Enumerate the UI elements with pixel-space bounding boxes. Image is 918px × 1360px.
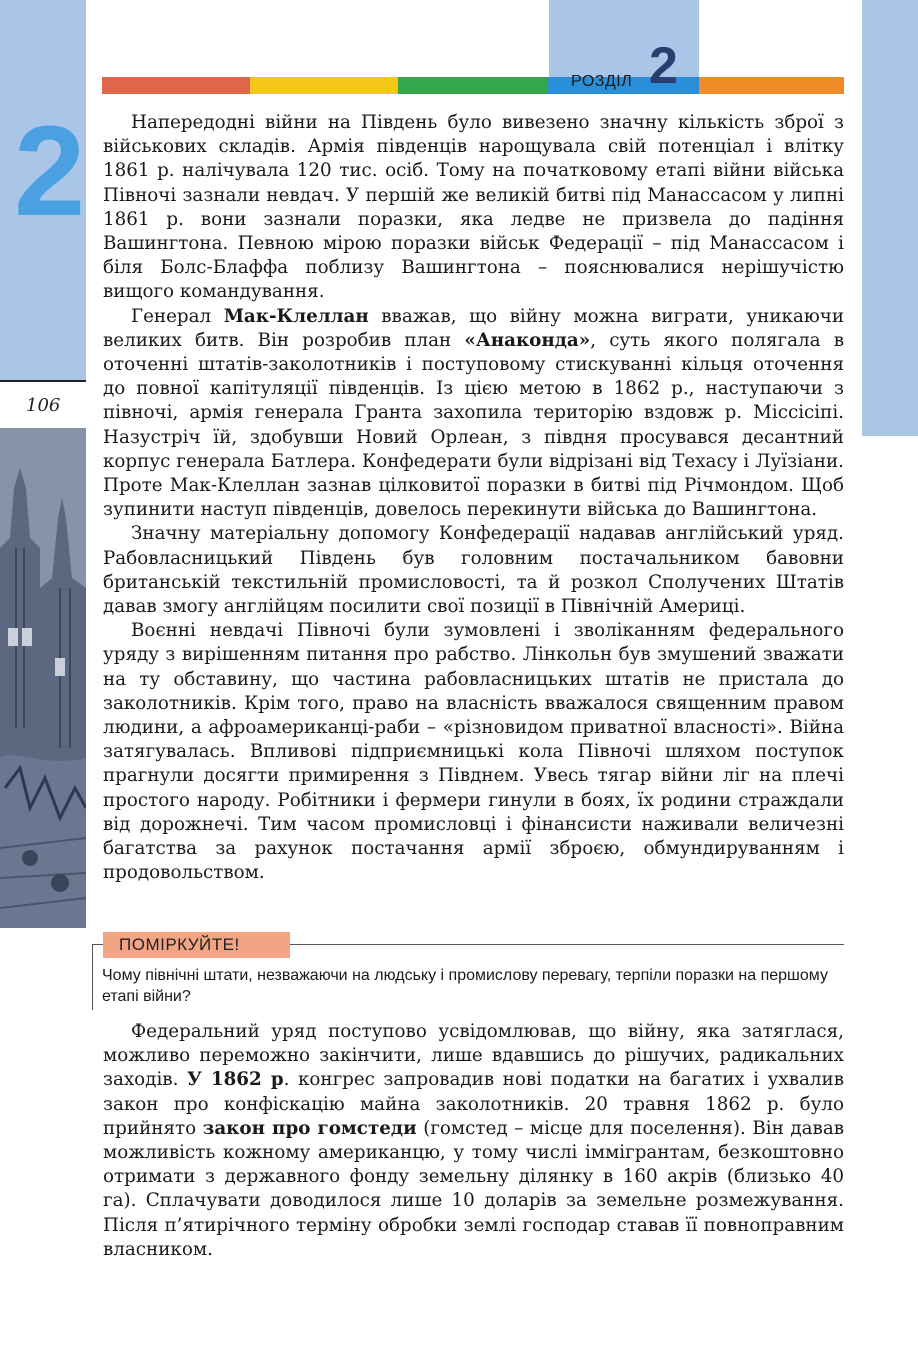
paragraph [103,1020,844,1262]
text-run: Напередодні війни на Південь було вивезено значну кількість зброї з військових складів. Армія південців нарощувала свій потенціал і влітку 1861 р. налічувала 120 тис. осіб. Тому на початковому етапі війни війська Півночі зазнали невдач. У першій же великій битві під Манассасом у липні 1861 р. вони зазнали поразки, яка ледве не призвела до падіння Вашингтона. Певною мірою поразки військ Федерації – під Манассасом і біля Болс-Блаффа поблизу Вашингтона – пояснювалися нерішучістю вищого командування. [103,112,844,303]
text-run: вважав, що війну можна виграти, уникаючи великих битв. Він розробив план [103,305,845,351]
page-number: 106 [26,395,61,416]
paragraph [103,619,844,885]
think-heading: ПОМІРКУЙТЕ! [103,932,290,958]
text-run: , суть якого полягала в оточенні штатів-заколотників і поступовому стискуванні кільця оточення до повної капітуляції південців. Із цією метою в 1862 р., наступаючи з півночі, армія генерала Гранта захопила територію вздовж р. Міссісіпі. Назустріч їй, здобувши Новий Орлеан, з півдня просувався десантний корпус генерала Батлера. Конфедерати були відрізані від Техасу і Луїзіани. Проте Мак-Клеллан зазнав цілковитої поразки в битві під Річмондом. Щоб зупинити наступ південців, довелось перекинути війська до Вашингтона. [103,329,844,521]
text-run: Значну матеріальну допомогу Конфедерації надавав англійський уряд. Рабовласницький Південь був головним постачальником бавовни британській текстильній промисловості, та й розкол Сполучених Штатів давав змогу англійцям посилити свої позиції в Північній Америці. [103,523,844,618]
bold-term: «Анаконда» [464,329,591,351]
bold-term: Мак-Клеллан [223,305,369,327]
text-run: Генерал [131,305,224,327]
bar-segment-red [102,77,250,94]
section-number: 2 [649,37,678,95]
text-run: Воєнні невдачі Півночі були зумовлені і зволіканням федерального уряду з вирішенням питання про рабство. Лінкольн був змушений зважати на ту обставину, що частина рабовласницьких штатів не пристала до заколотників. Крім того, право на власність вважалося священним правом людини, а афроамериканці-раби – «різновидом приватної власності». Війна затягувалась. Впливові підприємницькі кола Півночі шляхом поступок прагнули досягти примирення з Півднем. Увесь тягар війни ліг на плечі простого народу. Робітники і фермери гинули в боях, їх родини страждали від дорожнечі. Тим часом промисловці і фінансисти наживали величезні багатства за рахунок постачання армії зброєю, обмундируванням і продовольством. [103,620,844,884]
paragraph [103,522,844,619]
body-text-bottom [103,1020,844,1262]
think-box-side-rule [92,944,93,1010]
paragraph [103,111,844,305]
paragraph [103,305,844,523]
body-text-top [103,111,844,886]
header-color-bar [102,77,844,94]
engraving-illustration [0,428,86,928]
text-run: (гомстед – місце для поселення). Він давав можливість кожному американцю, у тому числі іммігрантам, безкоштовно отримати з державного фонду земельну ділянку в 160 акрів (близько 40 га). Сплачувати доводилося лише 10 доларів за земельне розмежування. Після п’ятирічного терміну обробки землі господар ставав її повноправним власником. [103,1117,845,1260]
bar-segment-orange [699,77,844,94]
bar-segment-yellow [250,77,398,94]
chapter-number: 2 [14,100,86,243]
right-margin-band [862,0,918,436]
section-label: РОЗДІЛ [571,73,633,90]
bold-term: У 1862 р [186,1069,284,1091]
bar-segment-green [398,77,547,94]
think-question: Чому північні штати, незважаючи на людську і промислову перевагу, терпіли поразки на першому етапі війни? [102,967,828,1005]
think-box [92,930,844,1010]
text-run: . конгрес запровадив нові податки на багатих і ухвалив закон про конфіскацію майна заколотників. 20 травня 1862 р. було прийнято [103,1069,844,1139]
text-run: Федеральний уряд поступово усвідомлював, що війну, яка затяглася, можливо переможно закінчити, лише вдавшись до рішучих, радикальних заходів. [103,1021,844,1091]
bold-term: закон про гомстеди [202,1117,417,1139]
